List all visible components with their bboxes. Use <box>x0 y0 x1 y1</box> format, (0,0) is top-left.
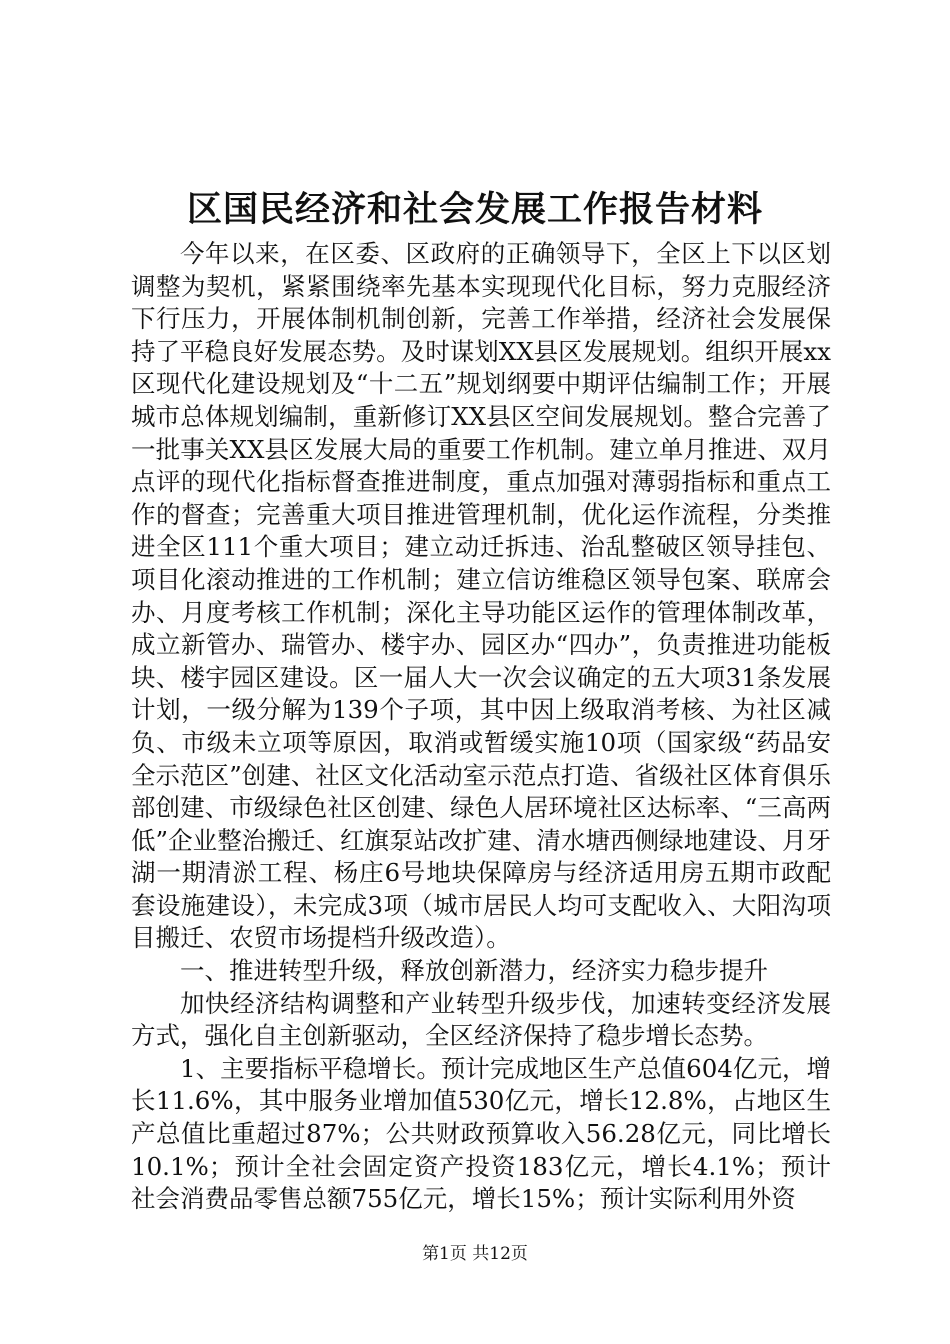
paragraph-intro: 今年以来，在区委、区政府的正确领导下，全区上下以区划调整为契机，紧紧围绕率先基本实现现代化目标，努力克服经济下行压力，开展体制机制创新，完善工作举措，经济社会发展保持了平稳良好发展态势。及时谋划XX县区发展规划。组织开展xx区现代化建设规划及“十二五”规划纲要中期评估编制工作；开展城市总体规划编制，重新修订XX县区空间发展规划。整合完善了一批事关XX县区发展大局的重要工作机制。建立单月推进、双月点评的现代化指标督查推进制度，重点加强对薄弱指标和重点工作的督查；完善重大项目推进管理机制，优化运作流程，分类推进全区111个重大项目；建立动迁拆违、治乱整破区领导挂包、项目化滚动推进的工作机制；建立信访维稳区领导包案、联席会办、月度考核工作机制；深化主导功能区运作的管理体制改革，成立新管办、瑞管办、楼宇办、园区办“四办”，负责推进功能板块、楼宇园区建设。区一届人大一次会议确定的五大项31条发展计划，一级分解为139个子项，其中因上级取消考核、为社区减负、市级未立项等原因，取消或暂缓实施10项（国家级“药品安全示范区”创建、社区文化活动室示范点打造、省级社区体育俱乐部创建、市级绿色社区创建、绿色人居环境社区达标率、“三高两低”企业整治搬迁、红旗泵站改扩建、清水塘西侧绿地建设、月牙湖一期清淤工程、杨庄6号地块保障房与经济适用房五期市政配套设施建设），未完成3项（城市居民人均可支配收入、大阳沟项目搬迁、农贸市场提档升级改造）。 <box>131 239 831 953</box>
section-heading-1: 一、推进转型升级，释放创新潜力，经济实力稳步提升 <box>180 956 768 986</box>
document-body <box>131 238 831 1216</box>
paragraph-section-1-summary: 加快经济结构调整和产业转型升级步伐，加速转变经济发展方式，强化自主创新驱动，全区经济保持了稳步增长态势。 <box>131 988 831 1051</box>
document-title: 区国民经济和社会发展工作报告材料 <box>186 189 763 230</box>
paragraph-main-indicators: 1、主要指标平稳增长。预计完成地区生产总值604亿元，增长11.6%，其中服务业增加值530亿元，增长12.8%，占地区生产总值比重超过87%；公共财政预算收入56.28亿元，同比增长10.1%；预计全社会固定资产投资183亿元，增长4.1%；预计社会消费品零售总额755亿元，增长15%；预计实际利用外资 <box>131 1053 831 1214</box>
page-number-footer: 第1页 共12页 <box>422 1244 528 1264</box>
